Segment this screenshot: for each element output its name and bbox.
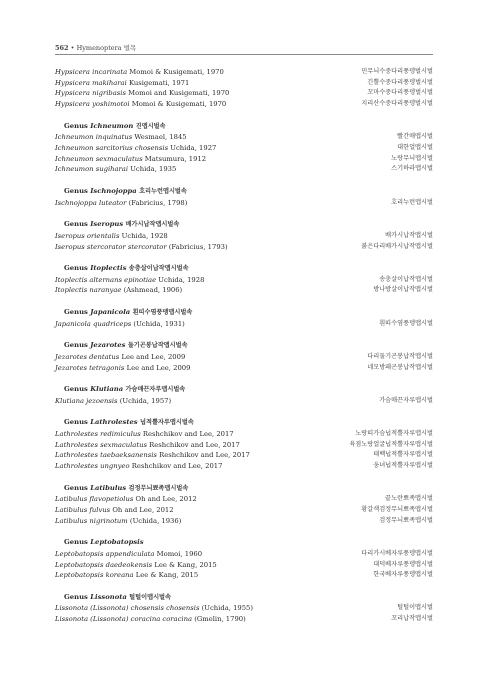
genus-block bbox=[55, 340, 433, 373]
species-entry bbox=[55, 494, 433, 505]
genus-heading bbox=[55, 307, 433, 319]
species-entry bbox=[55, 396, 433, 407]
genus-korean-name: 털털이맵시벌속 bbox=[129, 593, 172, 601]
species-name: Hypsicera incarinata bbox=[55, 68, 128, 76]
korean-common-name: 민무늬수중다리풍뎅벌시벌 bbox=[361, 68, 433, 75]
genus-korean-name: 가슴매끈자루맵시벌속 bbox=[125, 386, 186, 394]
genus-block bbox=[55, 263, 433, 296]
genus-korean-name: 배가시납작맵시벌속 bbox=[125, 221, 180, 229]
scientific-name bbox=[55, 352, 185, 363]
genus-block bbox=[55, 186, 433, 208]
genus-label: Genus bbox=[64, 187, 91, 196]
species-entry bbox=[55, 560, 433, 571]
genus-block bbox=[55, 67, 433, 110]
korean-common-name: 노랑띠가슴넙적뿔자루맵시벌 bbox=[355, 429, 433, 437]
korean-common-name: 빨간매맵시벌 bbox=[397, 133, 433, 141]
genus-name: Latibulus bbox=[90, 483, 127, 492]
species-name: Itoplectis naranyae bbox=[55, 286, 122, 295]
scientific-name bbox=[55, 396, 171, 407]
species-author: Oh and Lee, 2012 bbox=[135, 495, 197, 504]
species-name: Leptobatopsis koreana bbox=[55, 571, 134, 580]
korean-common-name: 배가시납작맵시벌 bbox=[385, 231, 433, 239]
genus-name: Iseropus bbox=[90, 220, 124, 229]
korean-common-name: 흰띠수염풍뎅맵시벌 bbox=[379, 319, 433, 327]
species-name: Ichneumon sugiharai bbox=[55, 165, 129, 174]
species-name: Ichneumon sarcitorius chosensis bbox=[55, 144, 169, 153]
scientific-name bbox=[55, 516, 181, 527]
genus-label: Genus bbox=[64, 308, 91, 317]
species-author: (Fabricius, 1793) bbox=[168, 242, 228, 251]
scientific-name bbox=[55, 99, 226, 110]
genus-block bbox=[55, 537, 433, 581]
species-author: Wesmael, 1845 bbox=[134, 133, 187, 142]
genus-korean-name: 호리누런맵시벌속 bbox=[139, 188, 187, 196]
korean-common-name: 긴뿔수중다리풍뎅벌시벌 bbox=[367, 78, 433, 86]
species-author: Uchida, 1928 bbox=[121, 231, 168, 240]
korean-common-name: 다리가시베자루풍뎅맵시벌 bbox=[361, 549, 433, 557]
scientific-name bbox=[55, 242, 228, 253]
species-entry bbox=[55, 99, 433, 110]
species-entry bbox=[55, 275, 433, 286]
scientific-name bbox=[55, 275, 204, 286]
genus-name: Lissonota bbox=[90, 592, 127, 601]
korean-common-name: 황갈색검정무늬뾰족맵시벌 bbox=[361, 505, 433, 513]
scientific-name bbox=[55, 143, 216, 154]
species-name: Latibulus nigrinotum bbox=[55, 516, 128, 525]
genus-heading bbox=[55, 263, 433, 275]
species-name: Ichneumon sexmaculatus bbox=[55, 154, 143, 163]
species-author: Lee and Lee, 2009 bbox=[126, 363, 191, 372]
korean-common-name: 스기하라맵시벌 bbox=[391, 165, 433, 173]
species-name: Hypsicera yoshimotoi bbox=[55, 100, 130, 109]
species-author: (Uchida, 1955) bbox=[201, 604, 254, 613]
species-name: Iseropus orientalis bbox=[55, 231, 120, 240]
species-entry bbox=[55, 603, 433, 614]
scientific-name bbox=[55, 164, 176, 175]
page-number: 562 bbox=[55, 44, 69, 52]
scientific-name bbox=[55, 603, 253, 614]
korean-common-name: 꼬마수중다리풍뎅벌시벌 bbox=[367, 89, 433, 97]
running-header bbox=[55, 43, 136, 52]
genus-heading bbox=[55, 483, 433, 495]
scientific-name bbox=[55, 505, 174, 516]
species-entry bbox=[55, 570, 433, 581]
species-name: Leptobatopsis appendiculata bbox=[55, 549, 155, 558]
korean-common-name: 태백넙적뿔자루맵시벌 bbox=[373, 451, 433, 459]
genus-label: Genus bbox=[64, 220, 91, 229]
species-name: Jezarotes tetragonis bbox=[55, 363, 125, 372]
scientific-name bbox=[55, 461, 222, 472]
species-entry bbox=[55, 231, 433, 242]
genus-label: Genus bbox=[64, 418, 91, 427]
species-entry bbox=[55, 614, 433, 625]
species-name: Latibulus fulvus bbox=[55, 505, 111, 514]
species-name: Lathrolestes ungnyeo bbox=[55, 462, 130, 471]
korean-common-name: 호리누런맵시벌 bbox=[391, 198, 433, 206]
genus-label: Genus bbox=[64, 592, 91, 601]
species-entry bbox=[55, 242, 433, 253]
genus-korean-name: 넙적뿔자루맵시벌속 bbox=[140, 419, 194, 427]
species-entry bbox=[55, 132, 433, 143]
species-author: Matsumura, 1912 bbox=[144, 154, 207, 163]
species-author: Kusigemati, 1971 bbox=[128, 78, 190, 87]
korean-common-name: 털털이맵시벌 bbox=[397, 604, 433, 612]
scientific-name bbox=[55, 440, 240, 451]
scientific-name bbox=[55, 450, 250, 461]
species-author: Reshchikov and Lee, 2017 bbox=[159, 451, 250, 460]
species-name: Leptobatopsis daedeokensis bbox=[55, 560, 153, 569]
korean-common-name: 육점노랑얼굴넙적뿔자루맵시벌 bbox=[349, 440, 433, 448]
korean-common-name: 지리산수중다리풍뎅벌시벌 bbox=[361, 100, 433, 108]
species-name: Itoplectis alternans epinotiae bbox=[55, 275, 157, 284]
species-entry bbox=[55, 67, 433, 78]
species-author: Uchida, 1927 bbox=[170, 144, 217, 153]
genus-name: Itoplectis bbox=[90, 264, 127, 273]
species-name: Ischnojoppa luteator bbox=[55, 198, 127, 207]
species-author: (Ashmead, 1906) bbox=[123, 286, 183, 295]
species-author: (Gmelin, 1790) bbox=[194, 615, 246, 624]
species-name: Latibulus flavopetiolus bbox=[55, 495, 134, 504]
genus-block bbox=[55, 219, 433, 252]
genus-label: Genus bbox=[64, 121, 91, 130]
species-name: Lathrolestes redimiculus bbox=[55, 429, 141, 438]
genus-heading bbox=[55, 384, 433, 396]
genus-name: Lathrolestes bbox=[90, 418, 138, 427]
species-author: Momoi & Kusigemati, 1970 bbox=[131, 100, 227, 109]
genus-heading bbox=[55, 340, 433, 352]
korean-common-name: 다리둘기곤봉납작맵시벌 bbox=[367, 352, 433, 360]
species-list bbox=[55, 67, 433, 636]
korean-common-name: 방나방살이납작맵시벌 bbox=[373, 286, 433, 294]
genus-korean-name: 송충살이납작맵시벌속 bbox=[128, 265, 189, 273]
section-title: Hymenoptera 벌목 bbox=[76, 44, 137, 52]
scientific-name bbox=[55, 560, 217, 571]
korean-common-name: 끝노란뾰족맵시벌 bbox=[385, 495, 433, 503]
genus-heading bbox=[55, 417, 433, 429]
genus-heading bbox=[55, 219, 433, 231]
species-author: (Uchida, 1936) bbox=[129, 516, 182, 525]
genus-label: Genus bbox=[64, 385, 91, 394]
species-entry bbox=[55, 461, 433, 472]
genus-block bbox=[55, 121, 433, 175]
genus-korean-name: 둘기곤봉납작맵시벌속 bbox=[127, 342, 188, 350]
genus-name: Klutiana bbox=[90, 385, 124, 394]
scientific-name bbox=[55, 198, 187, 209]
korean-common-name: 검정무늬뾰족맵시벌 bbox=[379, 516, 433, 524]
scientific-name bbox=[55, 494, 197, 505]
species-name: Iseropus stercorator stercorator bbox=[55, 242, 167, 251]
genus-heading bbox=[55, 186, 433, 198]
genus-name: Ischnojoppa bbox=[90, 187, 137, 196]
genus-block bbox=[55, 417, 433, 471]
species-author: Lee and Lee, 2009 bbox=[121, 352, 186, 361]
genus-name: Ichneumon bbox=[90, 121, 134, 130]
genus-heading bbox=[55, 537, 433, 549]
korean-common-name: 붉은다리배가시납작맵시벌 bbox=[361, 242, 433, 250]
species-entry bbox=[55, 549, 433, 560]
genus-heading bbox=[55, 121, 433, 133]
genus-name: Japanicola bbox=[90, 308, 131, 317]
genus-block bbox=[55, 307, 433, 329]
scientific-name bbox=[55, 285, 182, 296]
korean-common-name: 대한얼맵시벌 bbox=[397, 144, 433, 152]
species-author: Momoi, 1960 bbox=[156, 549, 203, 558]
genus-name: Jezarotes bbox=[90, 341, 126, 350]
species-entry bbox=[55, 352, 433, 363]
species-author: (Uchida, 1957) bbox=[119, 396, 172, 405]
species-author: Uchida, 1928 bbox=[158, 275, 205, 284]
korean-common-name: 네모방패곤봉납작맵시벌 bbox=[367, 363, 433, 371]
species-entry bbox=[55, 363, 433, 374]
species-entry bbox=[55, 319, 433, 330]
species-author: Reshchikov and Lee, 2017 bbox=[149, 440, 240, 449]
species-entry bbox=[55, 429, 433, 440]
genus-label: Genus bbox=[64, 538, 91, 547]
species-name: Klutiana jezoensis bbox=[55, 396, 118, 405]
scientific-name bbox=[55, 570, 198, 581]
species-author: Momoi & Kusigemati, 1970 bbox=[129, 68, 224, 76]
scientific-name bbox=[55, 363, 190, 374]
header-rule bbox=[55, 54, 433, 55]
genus-block bbox=[55, 592, 433, 625]
species-entry bbox=[55, 450, 433, 461]
species-name: Japanicola quadriceps bbox=[55, 319, 132, 328]
header-separator: • bbox=[70, 44, 75, 52]
species-author: Oh and Lee, 2012 bbox=[112, 505, 174, 514]
species-entry bbox=[55, 440, 433, 451]
scientific-name bbox=[55, 614, 246, 625]
scientific-name bbox=[55, 319, 185, 330]
species-name: Lissonota (Lissonota) chosensis chosensis bbox=[55, 604, 200, 613]
scientific-name bbox=[55, 549, 202, 560]
korean-common-name: 한국베자루풍뎅맵시벌 bbox=[373, 571, 433, 579]
genus-block bbox=[55, 483, 433, 527]
species-name: Lathrolestes taebaeksanensis bbox=[55, 451, 157, 460]
korean-common-name: 송충살이납작맵시벌 bbox=[379, 275, 433, 283]
genus-korean-name: 진맵시벌속 bbox=[135, 122, 166, 130]
species-name: Hypsicera nigribasis bbox=[55, 89, 126, 98]
species-name: Lathrolestes sexmaculatus bbox=[55, 440, 147, 449]
genus-label: Genus bbox=[64, 264, 91, 273]
genus-korean-name: 검정무늬뾰족맵시벌속 bbox=[128, 484, 189, 492]
species-author: Uchida, 1935 bbox=[130, 165, 177, 174]
genus-korean-name: 흰띠수염풍뎅맵시벌속 bbox=[132, 309, 193, 317]
genus-name: Leptobatopsis bbox=[90, 538, 144, 547]
species-author: Reshchikov and Lee, 2017 bbox=[142, 429, 234, 438]
korean-common-name: 가슴매끈자루맵시벌 bbox=[379, 396, 433, 404]
genus-label: Genus bbox=[64, 483, 91, 492]
scientific-name bbox=[55, 88, 229, 99]
species-entry bbox=[55, 143, 433, 154]
species-author: Lee & Kang, 2015 bbox=[135, 571, 199, 580]
korean-common-name: 꼬리납작맵시벌 bbox=[391, 615, 433, 623]
scientific-name bbox=[55, 132, 187, 143]
scientific-name bbox=[55, 67, 224, 78]
species-name: Lissonota (Lissonota) coracina coracina bbox=[55, 615, 193, 624]
genus-heading bbox=[55, 592, 433, 604]
species-author: (Uchida, 1931) bbox=[133, 319, 185, 328]
scientific-name bbox=[55, 154, 206, 165]
genus-block bbox=[55, 384, 433, 406]
species-author: Reshchikov and Lee, 2017 bbox=[131, 462, 223, 471]
genus-label: Genus bbox=[64, 341, 91, 350]
scientific-name bbox=[55, 429, 234, 440]
species-entry bbox=[55, 198, 433, 209]
species-author: Momoi and Kusigemati, 1970 bbox=[128, 89, 230, 98]
korean-common-name: 노랑무늬맵시벌 bbox=[391, 154, 433, 162]
korean-common-name: 대덕베자루풍뎅맵시벌 bbox=[373, 560, 433, 568]
species-author: Lee & Kang, 2015 bbox=[154, 560, 217, 569]
species-entry bbox=[55, 164, 433, 175]
species-entry bbox=[55, 88, 433, 99]
species-entry bbox=[55, 78, 433, 89]
species-name: Hypsicera makiharai bbox=[55, 78, 127, 87]
species-entry bbox=[55, 154, 433, 165]
species-entry bbox=[55, 285, 433, 296]
species-name: Jezarotes dentatus bbox=[55, 352, 120, 361]
species-name: Ichneumon inquinatus bbox=[55, 133, 133, 142]
scientific-name bbox=[55, 231, 168, 242]
species-entry bbox=[55, 505, 433, 516]
korean-common-name: 웅녀넙적뿔자루맵시벌 bbox=[373, 462, 433, 470]
species-entry bbox=[55, 516, 433, 527]
scientific-name bbox=[55, 78, 189, 89]
species-author: (Fabricius, 1798) bbox=[128, 198, 188, 207]
